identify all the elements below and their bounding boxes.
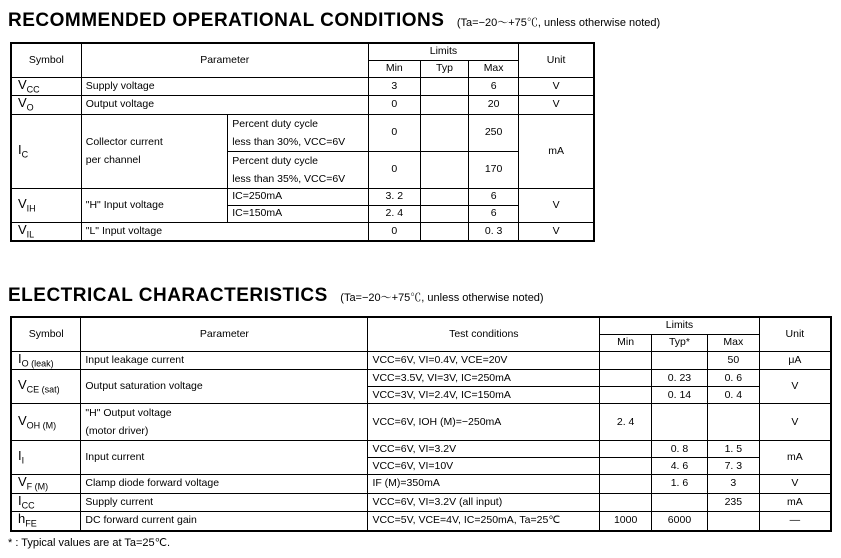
min: 0 (368, 222, 420, 241)
hdr-symbol: Symbol (11, 43, 81, 78)
symbol: $V_{F (M)}$ (11, 475, 81, 493)
min (600, 352, 652, 370)
parameter: "H" Output voltage (motor driver) (81, 404, 368, 441)
hdr-max: Max (469, 61, 519, 78)
footnote: * : Typical values are at Ta=25℃. (8, 537, 171, 549)
min: 1000 (600, 512, 652, 531)
hdr-limits: Limits (368, 43, 519, 61)
max: 250 (469, 114, 519, 151)
test-condition: VCC=6V, VI=10V (368, 458, 600, 475)
min: 0 (368, 96, 420, 114)
parameter: Collector current per channel (81, 114, 228, 188)
unit: V (759, 475, 831, 493)
typ (420, 188, 468, 205)
table-row (11, 493, 831, 511)
min (600, 493, 652, 511)
roc-table (10, 42, 595, 242)
test-condition: VCC=6V, VI=3.2V (all input) (368, 493, 600, 511)
unit: mA (759, 441, 831, 475)
hdr-unit: Unit (519, 43, 594, 78)
unit: V (519, 96, 594, 114)
hdr-min: Min (368, 61, 420, 78)
test-condition: VCC=6V, VI=0.4V, VCE=20V (368, 352, 600, 370)
symbol: $I_{O (leak)}$ (11, 352, 81, 370)
max: 6 (469, 188, 519, 205)
table-row (11, 78, 594, 96)
unit: V (519, 222, 594, 241)
condition: IC=250mA (228, 188, 368, 205)
symbol: $V_O$ (11, 96, 81, 114)
max: 20 (469, 96, 519, 114)
test-condition: VCC=5V, VCE=4V, IC=250mA, Ta=25℃ (368, 512, 600, 531)
test-condition: VCC=6V, VI=3.2V (368, 441, 600, 458)
unit: V (759, 370, 831, 404)
roc-conditions: (Ta=−20～+75℃, unless otherwise noted) (456, 17, 661, 29)
test-condition: IF (M)=350mA (368, 475, 600, 493)
symbol: $V_{IL}$ (11, 222, 81, 241)
min: 3 (368, 78, 420, 96)
typ: 0. 23 (652, 370, 708, 387)
table-row (11, 370, 831, 387)
unit: mA (759, 493, 831, 511)
max: 7. 3 (707, 458, 759, 475)
test-condition: VCC=3V, VI=2.4V, IC=150mA (368, 387, 600, 404)
unit: — (759, 512, 831, 531)
max: 3 (707, 475, 759, 493)
min (600, 370, 652, 387)
unit: mA (519, 114, 594, 188)
ec-title: ELECTRICAL CHARACTERISTICS (8, 285, 328, 306)
max: 170 (469, 151, 519, 188)
test-condition: VCC=3.5V, VI=3V, IC=250mA (368, 370, 600, 387)
parameter: Output saturation voltage (81, 370, 368, 404)
symbol: $V_{OH (M)}$ (11, 404, 81, 441)
typ: 0. 8 (652, 441, 708, 458)
min (600, 441, 652, 458)
table-row (11, 114, 594, 151)
ec-table (10, 316, 832, 532)
test-condition: VCC=6V, IOH (M)=−250mA (368, 404, 600, 441)
condition: IC=150mA (228, 205, 368, 222)
hdr-test-conditions: Test conditions (368, 317, 600, 352)
parameter: "H" Input voltage (81, 188, 228, 222)
min (600, 387, 652, 404)
table-row (11, 352, 831, 370)
hdr-max: Max (707, 335, 759, 352)
table-row (11, 404, 831, 441)
unit: V (519, 78, 594, 96)
parameter: Output voltage (81, 96, 368, 114)
table-row (11, 222, 594, 241)
min (600, 458, 652, 475)
max: 6 (469, 205, 519, 222)
typ: 0. 14 (652, 387, 708, 404)
parameter: Supply voltage (81, 78, 368, 96)
symbol: $V_{IH}$ (11, 188, 81, 222)
max: 0. 6 (707, 370, 759, 387)
min: 3. 2 (368, 188, 420, 205)
symbol: $V_{CE (sat)}$ (11, 370, 81, 404)
symbol: $h_{FE}$ (11, 512, 81, 531)
min: 0 (368, 114, 420, 151)
typ (652, 352, 708, 370)
roc-title: RECOMMENDED OPERATIONAL CONDITIONS (8, 10, 445, 31)
parameter: Input leakage current (81, 352, 368, 370)
table-row (11, 512, 831, 531)
min: 0 (368, 151, 420, 188)
parameter: Supply current (81, 493, 368, 511)
max (707, 404, 759, 441)
hdr-unit: Unit (759, 317, 831, 352)
symbol: $I_I$ (11, 441, 81, 475)
max: 50 (707, 352, 759, 370)
max: 0. 3 (469, 222, 519, 241)
table-row (11, 441, 831, 458)
ec-conditions: (Ta=−20～+75℃, unless otherwise noted) (340, 292, 544, 304)
unit: V (759, 404, 831, 441)
symbol: $I_{CC}$ (11, 493, 81, 511)
min (600, 475, 652, 493)
symbol: $V_{CC}$ (11, 78, 81, 96)
symbol: $I_C$ (11, 114, 81, 188)
condition: Percent duty cycle less than 35%, VCC=6V (228, 151, 368, 188)
parameter: DC forward current gain (81, 512, 368, 531)
hdr-parameter: Parameter (81, 43, 368, 78)
typ (420, 222, 468, 241)
typ (420, 114, 468, 151)
hdr-min: Min (600, 335, 652, 352)
min: 2. 4 (600, 404, 652, 441)
hdr-limits: Limits (600, 317, 760, 335)
typ (652, 404, 708, 441)
table-row (11, 96, 594, 114)
table-row (11, 475, 831, 493)
ec-section-title (8, 285, 544, 307)
hdr-typ: Typ* (652, 335, 708, 352)
typ: 1. 6 (652, 475, 708, 493)
hdr-typ: Typ (420, 61, 468, 78)
min: 2. 4 (368, 205, 420, 222)
unit: V (519, 188, 594, 222)
typ: 6000 (652, 512, 708, 531)
typ (420, 151, 468, 188)
typ (420, 78, 468, 96)
max: 1. 5 (707, 441, 759, 458)
parameter: "L" Input voltage (81, 222, 368, 241)
typ (420, 205, 468, 222)
max (707, 512, 759, 531)
parameter: Clamp diode forward voltage (81, 475, 368, 493)
typ (652, 493, 708, 511)
max: 6 (469, 78, 519, 96)
unit: μA (759, 352, 831, 370)
hdr-parameter: Parameter (81, 317, 368, 352)
table-row (11, 188, 594, 205)
max: 235 (707, 493, 759, 511)
typ (420, 96, 468, 114)
roc-section-title (8, 10, 660, 32)
condition: Percent duty cycle less than 30%, VCC=6V (228, 114, 368, 151)
parameter: Input current (81, 441, 368, 475)
max: 0. 4 (707, 387, 759, 404)
typ: 4. 6 (652, 458, 708, 475)
hdr-symbol: Symbol (11, 317, 81, 352)
